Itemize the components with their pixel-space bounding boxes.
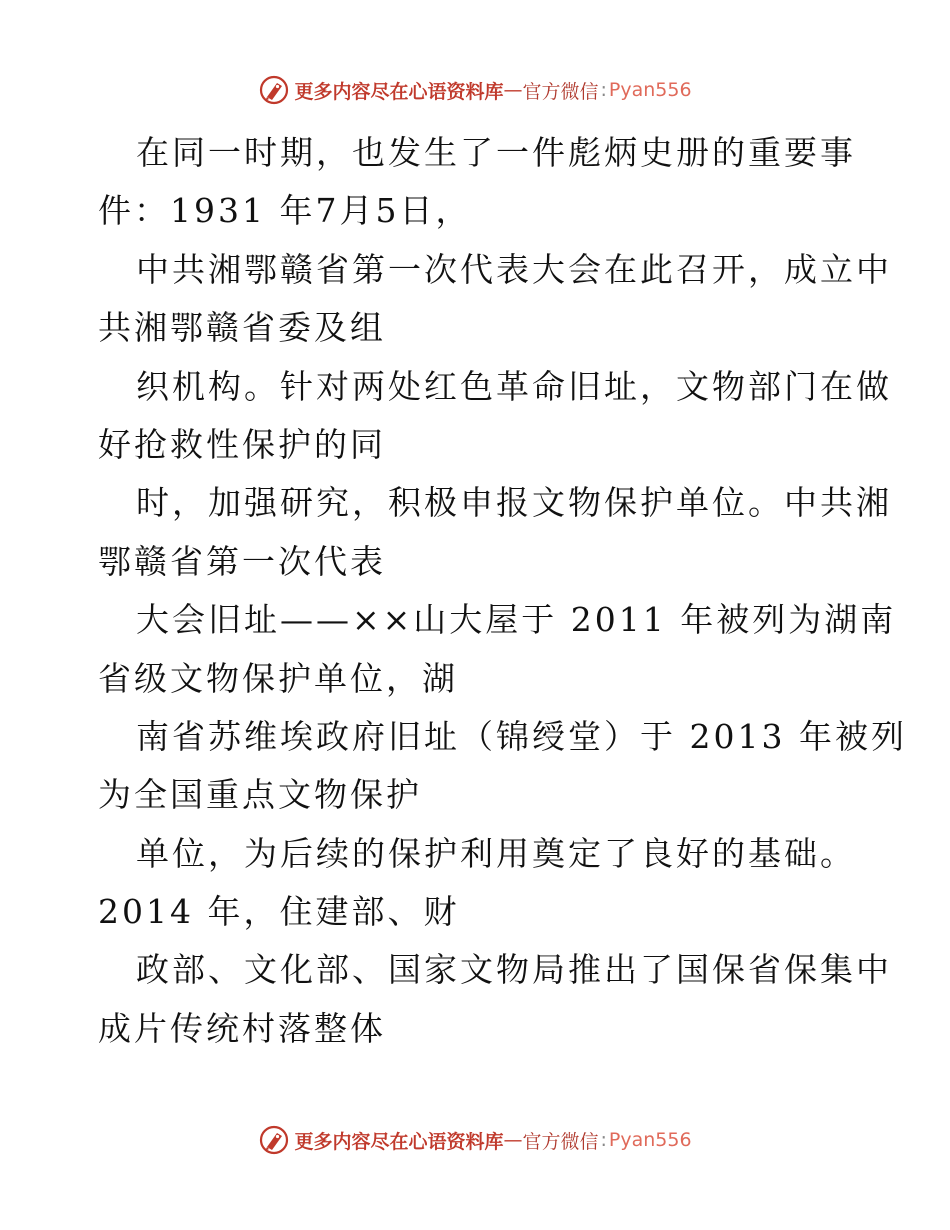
footer-banner bbox=[0, 1122, 950, 1158]
banner-separator: : bbox=[600, 79, 607, 101]
text-line: 中共湘鄂赣省第一次代表大会在此召开，成立中 bbox=[136, 249, 892, 289]
text-line: 在同一时期，也发生了一件彪炳史册的重要事 bbox=[136, 133, 856, 172]
banner-dash: — bbox=[503, 79, 523, 101]
text-line: 省级文物保护单位，湖 bbox=[98, 658, 458, 698]
text-line: 单位，为后续的保护利用奠定了良好的基础。 bbox=[136, 833, 856, 873]
banner-sub-text: 官方微信 bbox=[522, 80, 599, 103]
text-line: 时，加强研究，积极申报文物保护单位。中共湘 bbox=[136, 483, 892, 523]
banner-main-text: 更多内容尽在心语资料库 bbox=[294, 80, 504, 103]
document-body bbox=[98, 124, 907, 1058]
text-line: 共湘鄂赣省委及组 bbox=[98, 308, 386, 348]
pen-nib-logo-icon bbox=[258, 1124, 290, 1156]
banner-sub-text: 官方微信 bbox=[522, 1130, 599, 1153]
banner-main-text: 更多内容尽在心语资料库 bbox=[294, 1130, 504, 1153]
text-line: 为全国重点文物保护 bbox=[98, 775, 422, 815]
text-line: 鄂赣省第一次代表 bbox=[98, 541, 386, 581]
text-line: 大会旧址——××山大屋于 2011 年被列为湖南 bbox=[136, 600, 897, 640]
text-line: 南省苏维埃政府旧址（锦绶堂）于 2013 年被列 bbox=[136, 716, 907, 756]
text-line: 件：1931 年7月5日， bbox=[98, 191, 472, 231]
text-line: 2014 年，住建部、财 bbox=[98, 892, 460, 932]
text-line: 织机构。针对两处红色革命旧址，文物部门在做 bbox=[136, 366, 892, 406]
banner-wechat-id: Pyan556 bbox=[608, 79, 692, 101]
header-banner bbox=[0, 72, 950, 108]
text-line: 政部、文化部、国家文物局推出了国保省保集中 bbox=[136, 950, 892, 990]
banner-separator: : bbox=[600, 1129, 607, 1151]
pen-nib-logo-icon bbox=[258, 74, 290, 106]
text-line: 成片传统村落整体 bbox=[98, 1008, 386, 1048]
banner-dash: — bbox=[503, 1129, 523, 1151]
text-line: 好抢救性保护的同 bbox=[98, 424, 386, 464]
banner-wechat-id: Pyan556 bbox=[608, 1129, 692, 1151]
